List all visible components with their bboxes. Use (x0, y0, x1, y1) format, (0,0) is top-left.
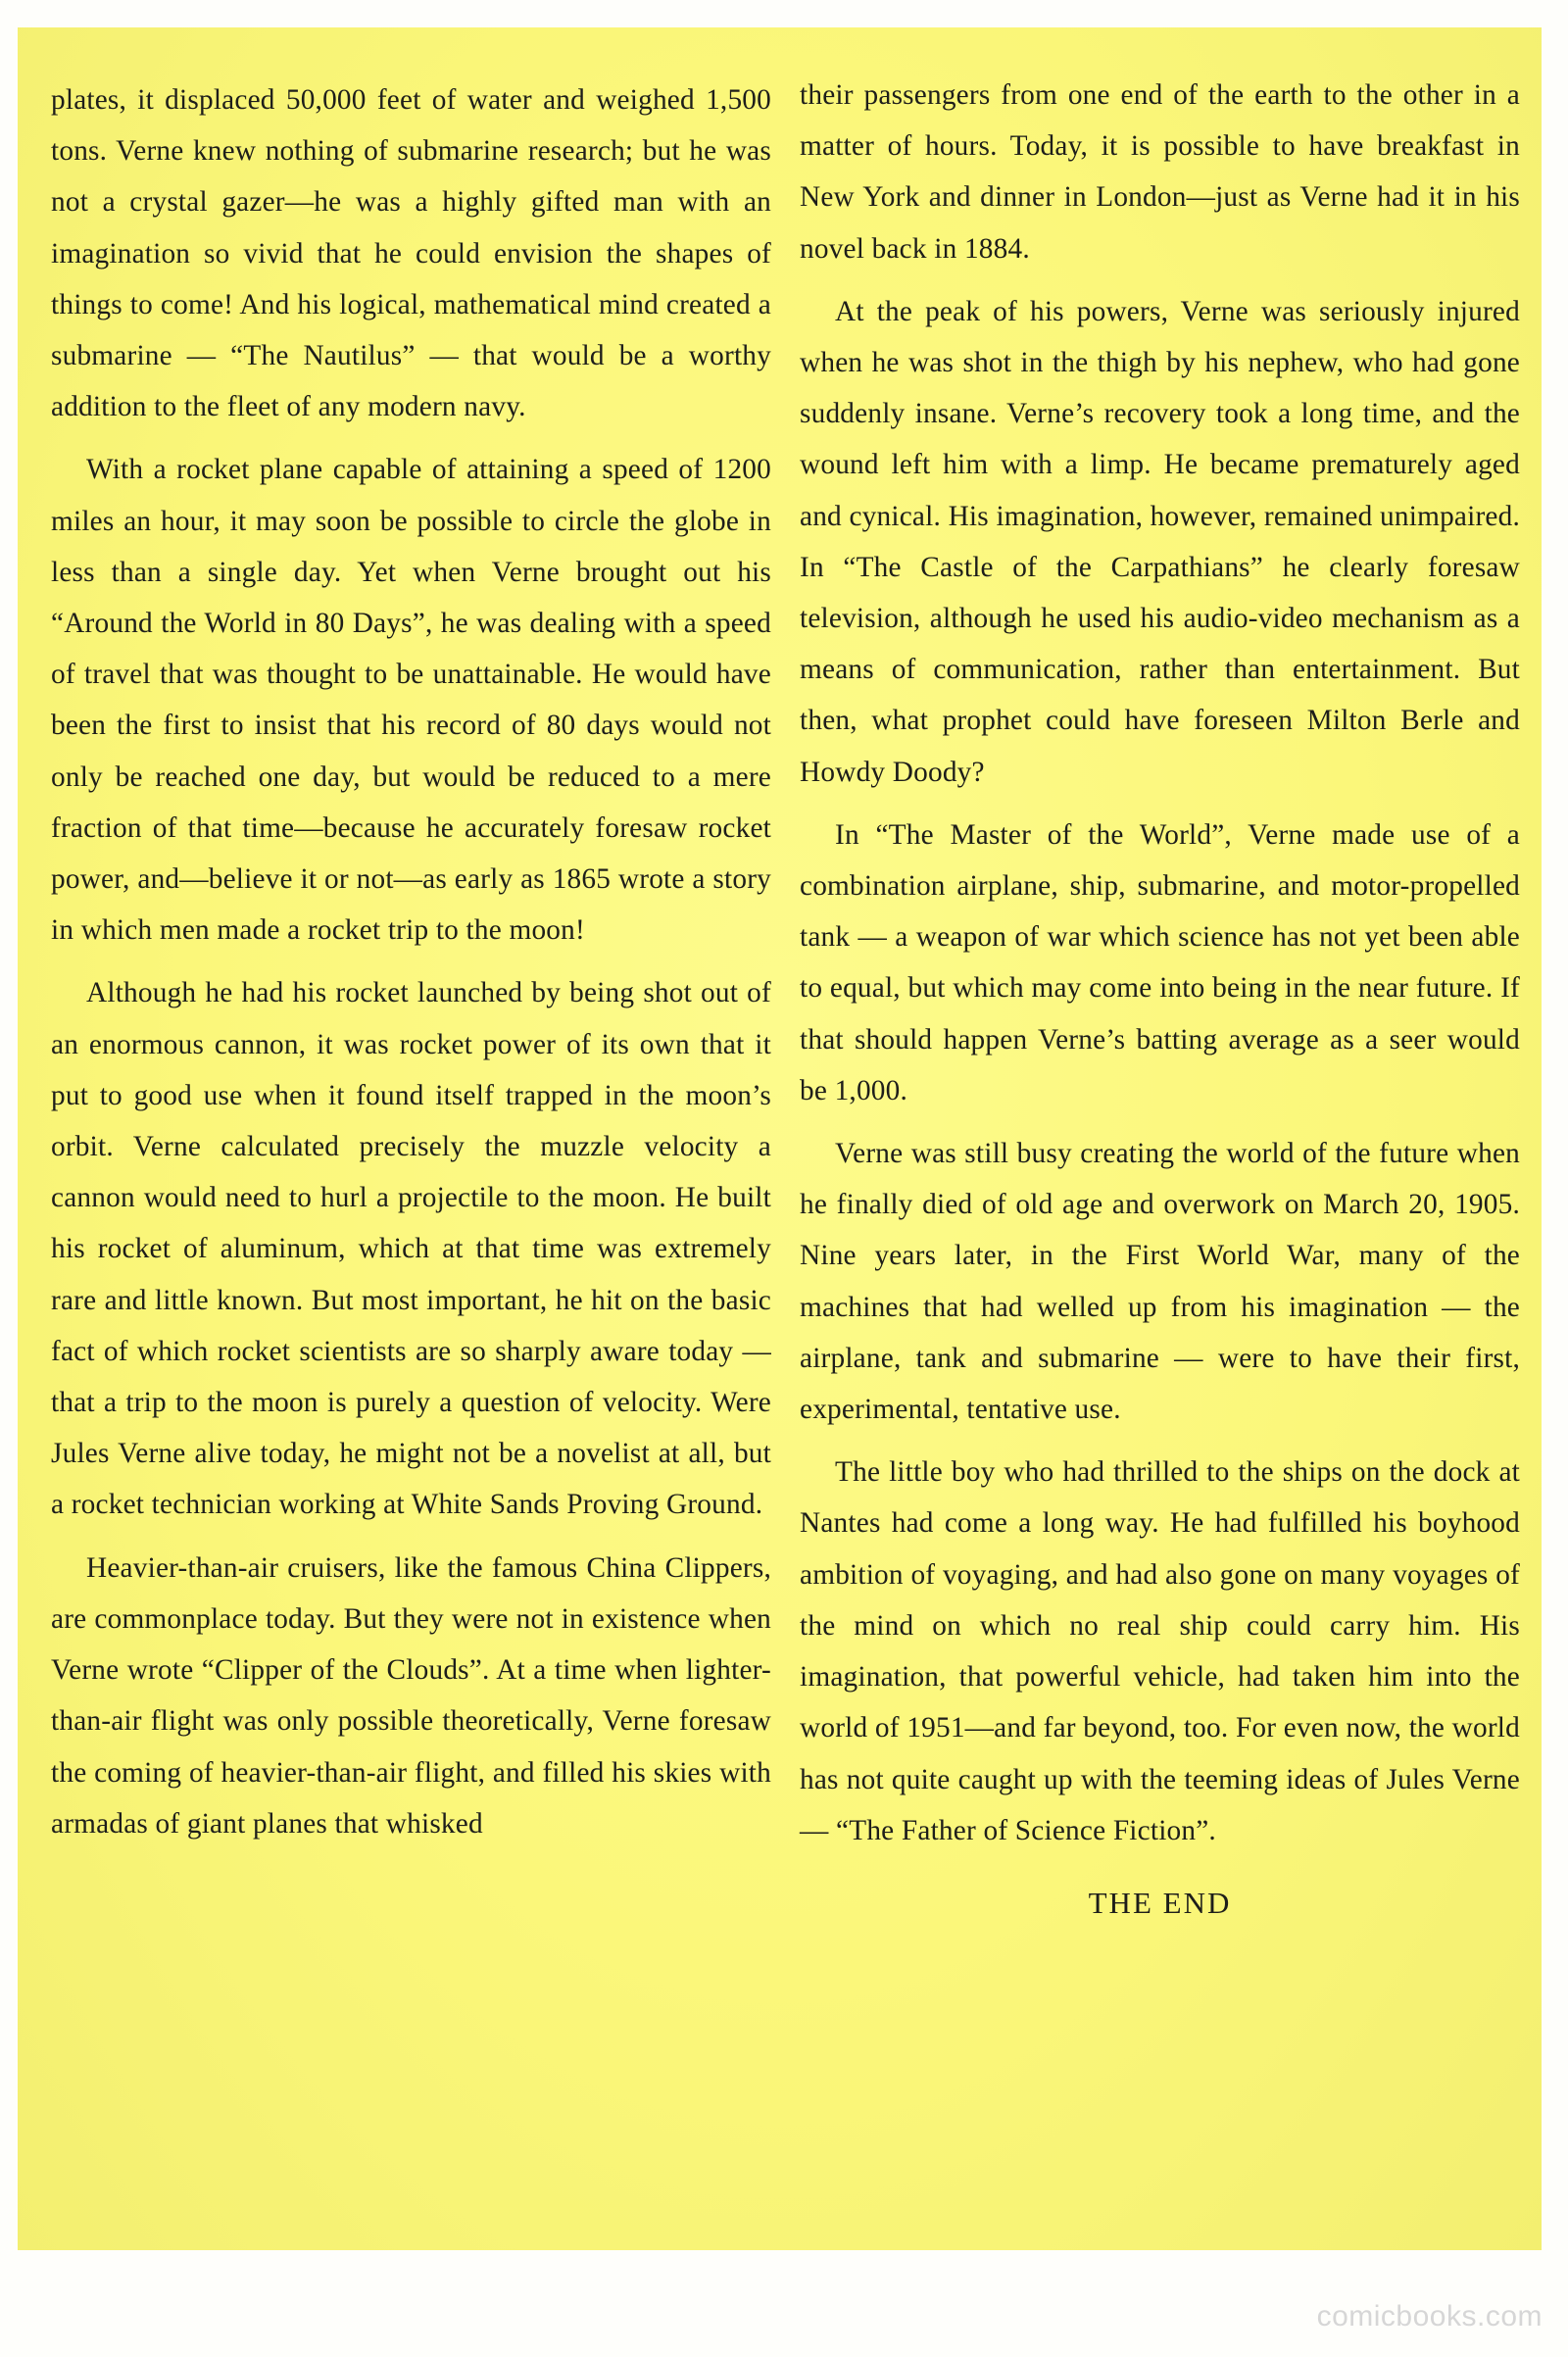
paragraph-verne-death: Verne was still busy creating the world of the future when he finally died of old age and overwork on March 20, 1905. Nine years later, in the First World War, many of the machines that had welled up from his imagination — the airplane, tank and submarine — were to have their first, experimental, tentative use. (800, 1138, 1520, 1426)
paragraph-around-the-world: With a rocket plane capable of attaining a speed of 1200 miles an hour, it may soon be possible to circle the globe in less than a single day. Yet when Verne brought out his “Around the World in 80 Days”, he was dealing with a speed of travel that was thought to be unattainable. He would have been the first to insist that his record of 80 days would not only be reached one day, but would be reduced to a mere fraction of that time—because he accurately foresaw rocket power, and—believe it or not—as early as 1865 wrote a story in which men made a rocket trip to the moon! (51, 454, 771, 947)
the-end-caption: THE END (1088, 1885, 1232, 1920)
left-column (51, 74, 771, 1861)
paragraph-nautilus: plates, it displaced 50,000 feet of water and weighed 1,500 tons. Verne knew nothing of submarine research; but he was not a crystal gazer—he was a highly gifted man with an imagination so vivid that he could envision the shapes of things to come! And his logical, mathematical mind created a submarine — “The Nautilus” — that would be a worthy addition to the fleet of any modern navy. (51, 84, 771, 423)
site-watermark: comicbooks.com (1316, 2300, 1543, 2332)
paragraph-clipper-of-the-clouds: Heavier-than-air cruisers, like the famous China Clippers, are commonplace today. But they were not in existence when Verne wrote “Clipper of the Clouds”. At a time when lighter-than-air flight was only possible theoretically, Verne foresaw the coming of heavier-than-air flight, and filled his skies with armadas of giant planes that whisked (51, 1551, 771, 1840)
text-panel (18, 27, 1542, 2250)
paragraph-master-of-the-world: In “The Master of the World”, Verne made use of a combination airplane, ship, submarine, and motor-propelled tank — a weapon of war which science has not yet been able to equal, but which may come into being in the near future. If that should happen Verne’s batting average as a seer would be 1,000. (800, 818, 1520, 1106)
paragraph-breakfast-new-york: their passengers from one end of the earth to the other in a matter of hours. Today, it is possible to have breakfast in New York and dinner in London—just as Verne had it in his novel back in 1884. (800, 79, 1520, 265)
paragraph-little-boy-nantes: The little boy who had thrilled to the ships on the dock at Nantes had come a long way. He had fulfilled his boyhood ambition of voyaging, and had also gone on many voyages of the mind on which no real ship could carry him. His imagination, that powerful vehicle, had taken him into the world of 1951—and far beyond, too. For even now, the world has not quite caught up with the teeming ideas of Jules Verne — “The Father of Science Fiction”. (800, 1456, 1520, 1846)
right-column (800, 70, 1520, 1929)
paragraph-castle-carpathians: At the peak of his powers, Verne was seriously injured when he was shot in the thigh by his nephew, who had gone suddenly insane. Verne’s recovery took a long time, and the wound left him with a limp. He became prematurely aged and cynical. His imagination, however, remained unimpaired. In “The Castle of the Carpathians” he clearly foresaw television, although he used his audio-video mechanism as a means of communication, rather than entertainment. But then, what prophet could have foreseen Milton Berle and Howdy Doody? (800, 295, 1520, 788)
paragraph-rocket-cannon: Although he had his rocket launched by being shot out of an enormous cannon, it was rocket power of its own that it put to good use when it found itself trapped in the moon’s orbit. Verne calculated precisely the muzzle velocity a cannon would need to hurl a projectile to the moon. He built his rocket of aluminum, which at that time was extremely rare and little known. But most important, he hit on the basic fact of which rocket scientists are so sharply aware today — that a trip to the moon is purely a question of velocity. Were Jules Verne alive today, he might not be a novelist at all, but a rocket technician working at White Sands Proving Ground. (51, 977, 771, 1521)
